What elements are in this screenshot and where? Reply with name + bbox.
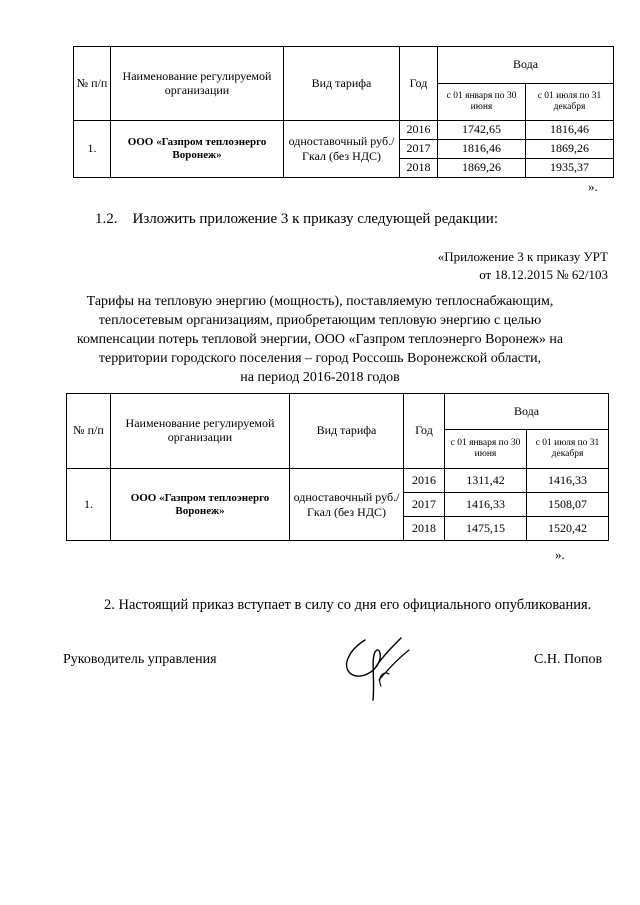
- year-cell: 2016: [404, 469, 445, 493]
- value-cell: 1311,42: [445, 469, 527, 493]
- handwritten-signature: [335, 628, 425, 708]
- title-line: на период 2016-2018 годов: [240, 370, 400, 385]
- tariff-table-2: [66, 393, 609, 541]
- value-cell: 1475,15: [445, 517, 527, 541]
- tariff-type: одноставочный руб./Гкал (без НДС): [284, 121, 400, 178]
- header-tariff-type: Вид тарифа: [284, 47, 400, 121]
- title-line: теплосетевым организациям, приобретающим тепловую энергию с целью: [98, 313, 542, 328]
- year-cell: 2017: [400, 140, 438, 159]
- year-cell: 2018: [404, 517, 445, 541]
- value-cell: 1869,26: [438, 159, 526, 178]
- header-period-1: с 01 января по 30 июня: [445, 430, 527, 469]
- signatory-name: С.Н. Попов: [534, 652, 603, 667]
- value-cell: 1416,33: [527, 469, 609, 493]
- header-period-2: с 01 июля по 31 декабря: [526, 84, 614, 121]
- value-cell: 1416,33: [445, 493, 527, 517]
- title-line: компенсации потерь тепловой энергии, ООО «Газпром теплоэнерго Воронеж» на: [76, 332, 564, 347]
- organization-name: ООО «Газпром теплоэнерго Воронеж»: [111, 121, 284, 178]
- tariff-type: одноставочный руб./Гкал (без НДС): [290, 469, 404, 541]
- value-cell: 1935,37: [526, 159, 614, 178]
- value-cell: 1508,07: [527, 493, 609, 517]
- appendix-ref-line-2: от 18.12.2015 № 62/103: [479, 267, 608, 282]
- year-cell: 2016: [400, 121, 438, 140]
- header-num: № п/п: [67, 394, 111, 469]
- header-water: Вода: [438, 47, 614, 84]
- value-cell: 1742,65: [438, 121, 526, 140]
- header-year: Год: [400, 47, 438, 121]
- row-number: 1.: [74, 121, 111, 178]
- table-2-closing-quote: ».: [555, 547, 565, 562]
- appendix-ref-line-1: «Приложение 3 к приказу УРТ: [437, 249, 608, 264]
- header-water: Вода: [445, 394, 609, 430]
- title-line: территории городского поселения – город Россошь Воронежской области,: [98, 351, 542, 366]
- item-1-2: 1.2. Изложить приложение 3 к приказу следующей редакции:: [95, 211, 498, 227]
- table-1-closing-quote: ».: [588, 179, 598, 194]
- value-cell: 1520,42: [527, 517, 609, 541]
- tariff-table-1: [73, 46, 614, 178]
- header-year: Год: [404, 394, 445, 469]
- header-num: № п/п: [74, 47, 111, 121]
- value-cell: 1816,46: [438, 140, 526, 159]
- row-number: 1.: [67, 469, 111, 541]
- tariff-title: [0, 292, 640, 387]
- value-cell: 1816,46: [526, 121, 614, 140]
- year-cell: 2017: [404, 493, 445, 517]
- header-tariff-type: Вид тарифа: [290, 394, 404, 469]
- header-period-1: с 01 января по 30 июня: [438, 84, 526, 121]
- header-organization: Наименование регулируемой организации: [111, 47, 284, 121]
- header-period-2: с 01 июля по 31 декабря: [527, 430, 609, 469]
- signatory-position: Руководитель управления: [63, 652, 217, 667]
- item-2-effective-date: 2. Настоящий приказ вступает в силу со дня его официального опубликования.: [104, 597, 592, 613]
- appendix-reference: [438, 248, 608, 284]
- value-cell: 1869,26: [526, 140, 614, 159]
- header-organization: Наименование регулируемой организации: [111, 394, 290, 469]
- year-cell: 2018: [400, 159, 438, 178]
- organization-name: ООО «Газпром теплоэнерго Воронеж»: [111, 469, 290, 541]
- title-line: Тарифы на тепловую энергию (мощность), поставляемую теплоснабжающим,: [86, 294, 554, 309]
